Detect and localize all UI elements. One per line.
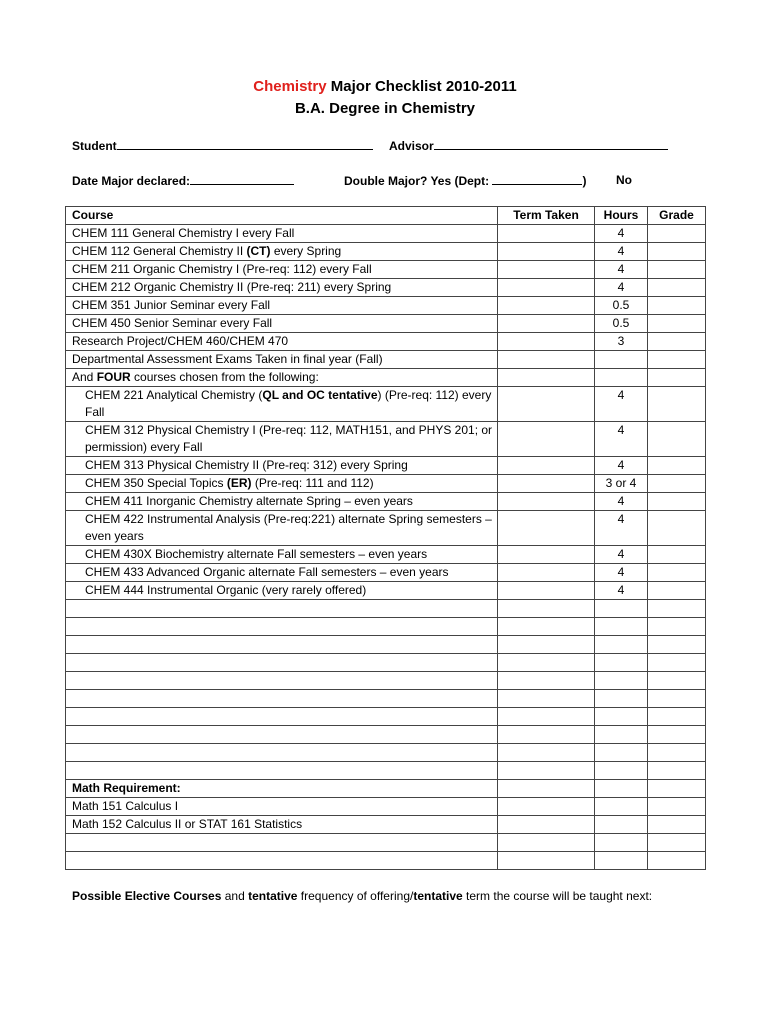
double-major-dept-field[interactable] (492, 173, 582, 185)
hours-cell: 4 (595, 564, 648, 582)
student-row (72, 138, 373, 153)
term-cell[interactable] (498, 369, 595, 387)
course-name: Departmental Assessment Exams Taken in final year (Fall) (66, 351, 498, 369)
grade-cell[interactable] (648, 618, 706, 636)
empty-row (66, 708, 706, 726)
course-cell[interactable] (66, 654, 498, 672)
course-name: CHEM 313 Physical Chemistry II (Pre-req: 312) every Spring (66, 457, 498, 475)
math-heading: Math Requirement: (66, 780, 498, 798)
term-cell[interactable] (498, 618, 595, 636)
term-cell[interactable] (498, 690, 595, 708)
grade-cell[interactable] (648, 564, 706, 582)
grade-cell[interactable] (648, 297, 706, 315)
course-name-part: (Pre-req: 111 and 112) (251, 476, 374, 490)
table-row (66, 369, 706, 387)
course-name (66, 387, 498, 422)
grade-cell[interactable] (648, 333, 706, 351)
table-row (66, 243, 706, 261)
double-major-label: Double Major? Yes (Dept: (344, 174, 493, 188)
term-cell[interactable] (498, 780, 595, 798)
course-name: CHEM 411 Inorganic Chemistry alternate Spring – even years (66, 493, 498, 511)
advisor-label: Advisor (389, 139, 434, 153)
title-chemistry: Chemistry (253, 78, 327, 95)
course-cell[interactable] (66, 852, 498, 870)
grade-cell[interactable] (648, 636, 706, 654)
grade-cell[interactable] (648, 798, 706, 816)
course-cell[interactable] (66, 690, 498, 708)
empty-row (66, 600, 706, 618)
hours-cell[interactable] (595, 672, 648, 690)
table-header-row (66, 207, 706, 225)
course-name-part: ) (Pre-req: 112) every Fall (85, 388, 492, 419)
advisor-field[interactable] (434, 138, 668, 150)
table-row (66, 297, 706, 315)
grade-cell[interactable] (648, 369, 706, 387)
course-name: CHEM 351 Junior Seminar every Fall (66, 297, 498, 315)
footer-part: Possible Elective Courses (72, 889, 222, 903)
grade-cell[interactable] (648, 351, 706, 369)
course-name (66, 243, 498, 261)
hours-cell: 4 (595, 511, 648, 546)
hours-cell[interactable] (595, 654, 648, 672)
hours-cell: 0.5 (595, 315, 648, 333)
table-row (66, 261, 706, 279)
term-cell[interactable] (498, 511, 595, 546)
grade-cell[interactable] (648, 225, 706, 243)
course-cell[interactable] (66, 744, 498, 762)
grade-cell[interactable] (648, 600, 706, 618)
hours-cell: 4 (595, 387, 648, 422)
term-cell[interactable] (498, 279, 595, 297)
hours-cell[interactable] (595, 834, 648, 852)
table-row (66, 422, 706, 457)
course-name: CHEM 430X Biochemistry alternate Fall semesters – even years (66, 546, 498, 564)
hours-cell: 4 (595, 225, 648, 243)
term-cell[interactable] (498, 475, 595, 493)
grade-cell[interactable] (648, 493, 706, 511)
hours-cell (595, 816, 648, 834)
grade-cell[interactable] (648, 279, 706, 297)
table-row (66, 351, 706, 369)
hours-cell: 4 (595, 422, 648, 457)
elective-footer-note (72, 889, 652, 903)
hours-cell: 3 or 4 (595, 475, 648, 493)
grade-cell[interactable] (648, 243, 706, 261)
double-major-close: ) (582, 174, 587, 188)
term-cell[interactable] (498, 493, 595, 511)
footer-part: and (221, 889, 249, 903)
title-rest: Major Checklist 2010-2011 (330, 78, 517, 95)
date-declared-field[interactable] (190, 173, 294, 185)
hours-cell: 4 (595, 457, 648, 475)
table-row (66, 475, 706, 493)
course-name-part: CHEM 221 Analytical Chemistry ( (85, 388, 263, 402)
course-cell[interactable] (66, 618, 498, 636)
er-tag: (ER) (226, 476, 252, 490)
hours-cell: 3 (595, 333, 648, 351)
hours-cell[interactable] (595, 708, 648, 726)
course-name: CHEM 212 Organic Chemistry II (Pre-req: 211) every Spring (66, 279, 498, 297)
empty-row (66, 726, 706, 744)
grade-cell[interactable] (648, 762, 706, 780)
grade-cell[interactable] (648, 834, 706, 852)
hours-cell[interactable] (595, 744, 648, 762)
grade-cell[interactable] (648, 546, 706, 564)
course-name-part: CHEM 112 General Chemistry II (72, 244, 247, 258)
course-name: CHEM 422 Instrumental Analysis (Pre-req:221) alternate Spring semesters – even years (66, 511, 498, 546)
course-name: CHEM 111 General Chemistry I every Fall (66, 225, 498, 243)
term-cell[interactable] (498, 387, 595, 422)
empty-row (66, 636, 706, 654)
course-name: CHEM 211 Organic Chemistry I (Pre-req: 112) every Fall (66, 261, 498, 279)
ct-tag: (CT) (246, 244, 271, 258)
hours-cell[interactable] (595, 600, 648, 618)
hours-cell[interactable] (595, 636, 648, 654)
table-row (66, 564, 706, 582)
page-subtitle: B.A. Degree in Chemistry (294, 100, 476, 117)
ql-oc-tag: QL and OC tentative (262, 388, 378, 402)
term-cell[interactable] (498, 315, 595, 333)
footer-part: frequency of offering/ (297, 889, 414, 903)
grade-cell[interactable] (648, 315, 706, 333)
term-cell[interactable] (498, 600, 595, 618)
term-cell[interactable] (498, 422, 595, 457)
table-row (66, 816, 706, 834)
grade-cell[interactable] (648, 708, 706, 726)
table-row (66, 493, 706, 511)
hours-cell (595, 798, 648, 816)
hours-cell: 4 (595, 261, 648, 279)
hours-cell[interactable] (595, 762, 648, 780)
term-cell[interactable] (498, 744, 595, 762)
grade-cell[interactable] (648, 852, 706, 870)
four-courses-note (66, 369, 498, 387)
course-cell[interactable] (66, 708, 498, 726)
date-declared-row (72, 173, 294, 188)
grade-cell[interactable] (648, 726, 706, 744)
hours-cell: 4 (595, 546, 648, 564)
hours-cell: 0.5 (595, 297, 648, 315)
empty-row (66, 744, 706, 762)
term-cell[interactable] (498, 726, 595, 744)
table-row (66, 225, 706, 243)
page-title (0, 78, 770, 95)
empty-row (66, 672, 706, 690)
table-row (66, 279, 706, 297)
course-name (66, 475, 498, 493)
header-term: Term Taken (498, 207, 595, 225)
course-table (65, 206, 706, 870)
footer-part: tentative (413, 889, 463, 903)
hours-cell: 4 (595, 279, 648, 297)
table-row (66, 511, 706, 546)
empty-row (66, 690, 706, 708)
hours-cell (595, 351, 648, 369)
hours-cell (595, 780, 648, 798)
term-cell[interactable] (498, 798, 595, 816)
footer-part: tentative (248, 889, 298, 903)
term-cell[interactable] (498, 834, 595, 852)
table-row (66, 387, 706, 422)
course-cell[interactable] (66, 762, 498, 780)
grade-cell[interactable] (648, 511, 706, 546)
table-row (66, 315, 706, 333)
course-name: CHEM 433 Advanced Organic alternate Fall semesters – even years (66, 564, 498, 582)
table-row (66, 546, 706, 564)
table-row (66, 333, 706, 351)
empty-row (66, 654, 706, 672)
hours-cell: 4 (595, 243, 648, 261)
course-name: CHEM 450 Senior Seminar every Fall (66, 315, 498, 333)
four-emphasis: FOUR (96, 370, 131, 384)
empty-row (66, 618, 706, 636)
note-part: And (72, 370, 97, 384)
table-row (66, 582, 706, 600)
grade-cell[interactable] (648, 387, 706, 422)
hours-cell[interactable] (595, 852, 648, 870)
empty-row (66, 852, 706, 870)
advisor-row (389, 138, 668, 153)
course-cell[interactable] (66, 834, 498, 852)
term-cell[interactable] (498, 261, 595, 279)
header-course: Course (66, 207, 498, 225)
term-cell[interactable] (498, 457, 595, 475)
note-part: courses chosen from the following: (130, 370, 319, 384)
term-cell[interactable] (498, 297, 595, 315)
header-hours: Hours (595, 207, 648, 225)
grade-cell[interactable] (648, 457, 706, 475)
course-cell[interactable] (66, 672, 498, 690)
course-name: Math 151 Calculus I (66, 798, 498, 816)
table-row (66, 780, 706, 798)
footer-part: term the course will be taught next: (462, 889, 653, 903)
term-cell[interactable] (498, 225, 595, 243)
course-name-part: CHEM 350 Special Topics (85, 476, 227, 490)
no-option[interactable]: No (616, 173, 632, 187)
term-cell[interactable] (498, 636, 595, 654)
term-cell[interactable] (498, 762, 595, 780)
grade-cell[interactable] (648, 261, 706, 279)
grade-cell[interactable] (648, 672, 706, 690)
term-cell[interactable] (498, 243, 595, 261)
hours-cell: 4 (595, 582, 648, 600)
empty-row (66, 762, 706, 780)
student-field[interactable] (117, 138, 373, 150)
term-cell[interactable] (498, 852, 595, 870)
term-cell[interactable] (498, 582, 595, 600)
grade-cell[interactable] (648, 475, 706, 493)
hours-cell[interactable] (595, 618, 648, 636)
course-name: Research Project/CHEM 460/CHEM 470 (66, 333, 498, 351)
student-label: Student (72, 139, 117, 153)
hours-cell (595, 369, 648, 387)
term-cell[interactable] (498, 654, 595, 672)
date-declared-label: Date Major declared: (72, 174, 191, 188)
hours-cell: 4 (595, 493, 648, 511)
term-cell[interactable] (498, 546, 595, 564)
grade-cell[interactable] (648, 816, 706, 834)
term-cell[interactable] (498, 708, 595, 726)
grade-cell[interactable] (648, 690, 706, 708)
term-cell[interactable] (498, 333, 595, 351)
course-name: CHEM 444 Instrumental Organic (very rarely offered) (66, 582, 498, 600)
course-name-part: every Spring (270, 244, 342, 258)
table-row (66, 457, 706, 475)
grade-cell[interactable] (648, 744, 706, 762)
double-major-row (344, 173, 586, 188)
grade-cell[interactable] (648, 422, 706, 457)
course-cell[interactable] (66, 600, 498, 618)
empty-row (66, 834, 706, 852)
term-cell[interactable] (498, 816, 595, 834)
course-name: Math 152 Calculus II or STAT 161 Statistics (66, 816, 498, 834)
term-cell[interactable] (498, 351, 595, 369)
hours-cell[interactable] (595, 690, 648, 708)
table-row (66, 798, 706, 816)
grade-cell[interactable] (648, 582, 706, 600)
hours-cell[interactable] (595, 726, 648, 744)
grade-cell[interactable] (648, 654, 706, 672)
header-grade: Grade (648, 207, 706, 225)
grade-cell[interactable] (648, 780, 706, 798)
course-cell[interactable] (66, 726, 498, 744)
term-cell[interactable] (498, 564, 595, 582)
course-name: CHEM 312 Physical Chemistry I (Pre-req: 112, MATH151, and PHYS 201; or permission) every Fall (66, 422, 498, 457)
term-cell[interactable] (498, 672, 595, 690)
course-cell[interactable] (66, 636, 498, 654)
